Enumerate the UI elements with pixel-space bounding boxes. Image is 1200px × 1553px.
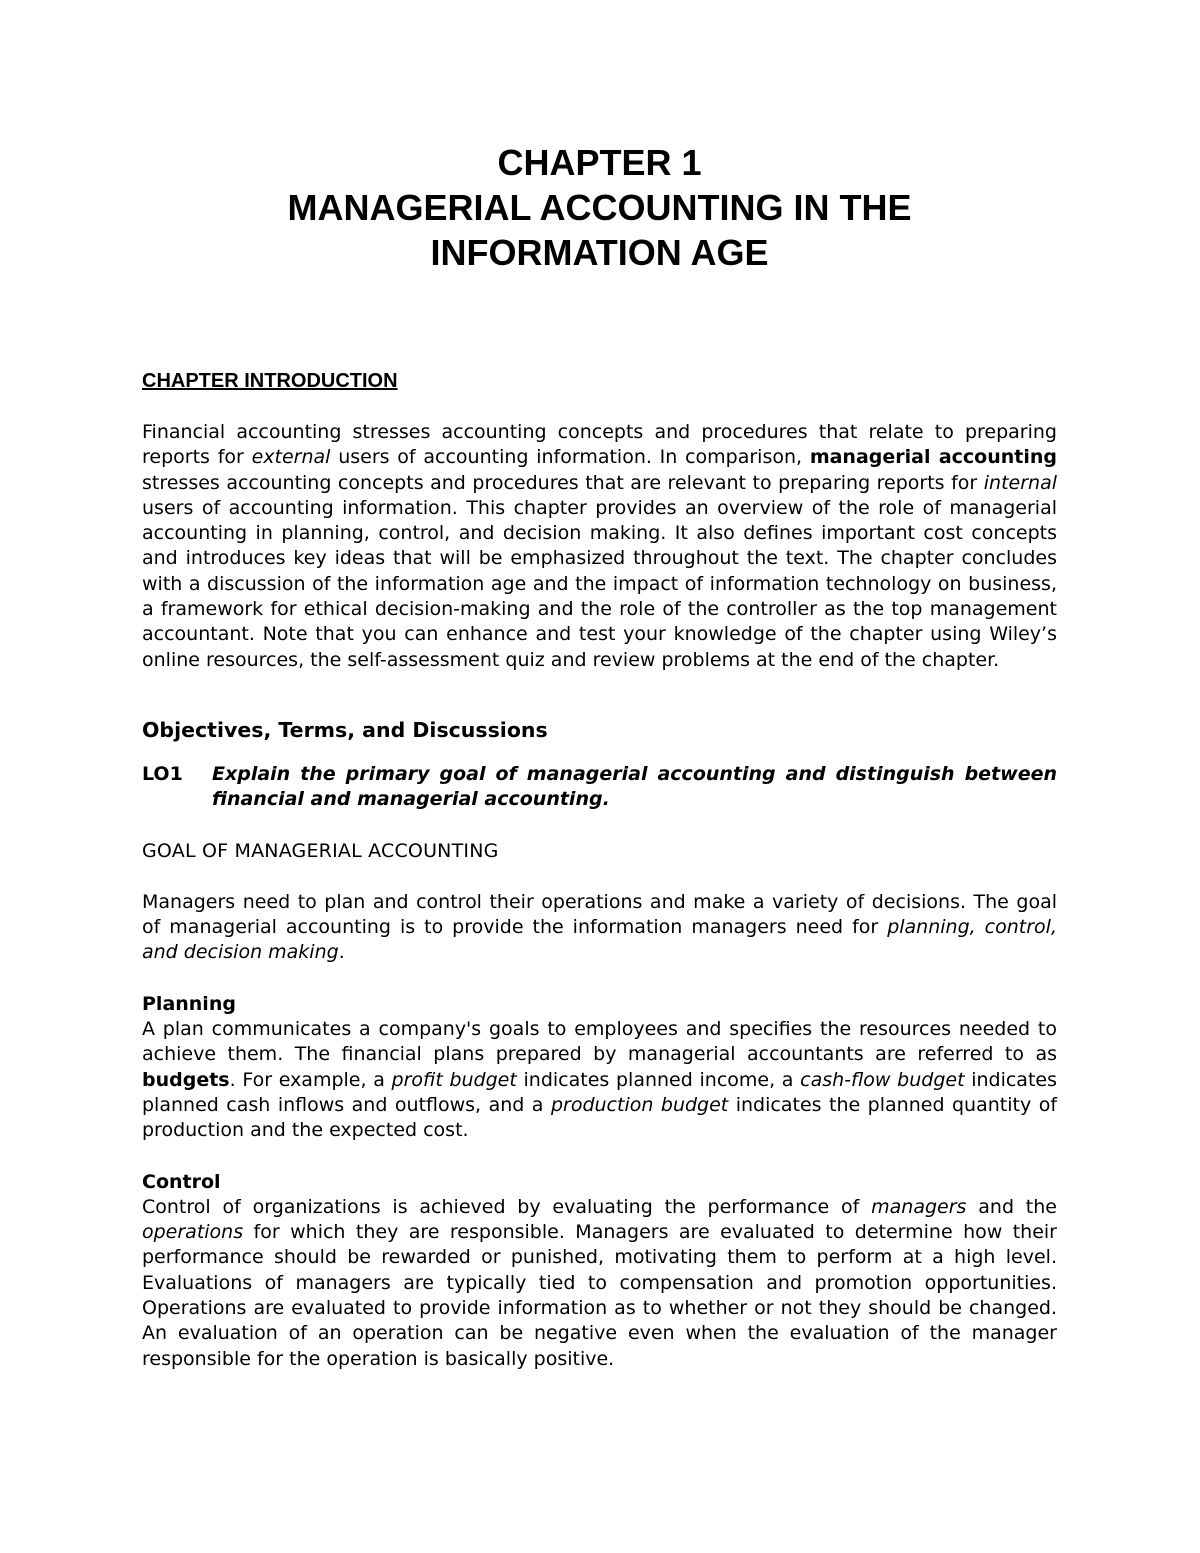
chapter-introduction-heading: CHAPTER INTRODUCTION bbox=[142, 370, 398, 392]
control-paragraph bbox=[142, 1195, 1057, 1372]
goal-emphasis: planning, control, and decision making bbox=[142, 916, 1057, 964]
control-emphasis-managers: managers bbox=[871, 1195, 967, 1218]
learning-objective-code: LO1 bbox=[142, 762, 183, 785]
planning-text-1: A plan communicates a company's goals to employees and specifies the resources needed to achieve them. The financial plans prepared by managerial accountants are referred to as bbox=[142, 1018, 1057, 1066]
planning-emphasis-profit-budget: profit budget bbox=[391, 1068, 517, 1091]
control-text-2: and the bbox=[966, 1195, 1057, 1218]
chapter-title-line-2: INFORMATION AGE bbox=[430, 232, 769, 273]
document-page bbox=[142, 140, 1057, 1372]
learning-objective-1 bbox=[142, 762, 1057, 813]
chapter-introduction-paragraph bbox=[142, 420, 1057, 673]
intro-emphasis-internal: internal bbox=[983, 471, 1057, 494]
chapter-title bbox=[142, 140, 1057, 275]
goal-text-1: Managers need to plan and control their operations and make a variety of decisions. The goal of managerial accounting is to provide the information managers need for bbox=[142, 890, 1057, 939]
planning-bold-budgets: budgets bbox=[142, 1068, 230, 1091]
planning-text-3: indicates planned income, a bbox=[516, 1068, 801, 1091]
intro-text-4: users of accounting information. This chapter provides an overview of the role of managerial accounting in planning, control, and decision making. It also defines important cost concepts and introduces key ideas that will be emphasized throughout the text. The chapter concludes with a discussion of the information age and the impact of information technology on business, a framework for ethical decision-making and the role of the controller as the top management accountant. Note that you can enhance and test your knowledge of the chapter using Wiley’s online resources, the self-assessment quiz and review problems at the end of the chapter. bbox=[142, 496, 1057, 671]
goal-text-end: . bbox=[338, 941, 345, 964]
control-text-3: for which they are responsible. Managers are evaluated to determine how their performance should be rewarded or punished, motivating them to perform at a high level. Evaluations of managers are typically tied to compensation and promotion opportunities. Operations are evaluated to provide information as to whether or not they should be changed. An evaluation of an operation can be negative even when the evaluation of the manager responsible for the operation is basically positive. bbox=[142, 1221, 1057, 1370]
intro-text-1: Financial accounting stresses accounting concepts and procedures that relate to preparing reports for bbox=[142, 421, 1057, 469]
control-emphasis-operations: operations bbox=[142, 1221, 244, 1244]
planning-paragraph bbox=[142, 1017, 1057, 1143]
planning-text-4: indicates planned cash inflows and outflows, and a bbox=[142, 1068, 1057, 1116]
chapter-title-line-1: MANAGERIAL ACCOUNTING IN THE bbox=[287, 187, 912, 228]
intro-emphasis-external: external bbox=[251, 446, 331, 469]
planning-heading: Planning bbox=[142, 992, 236, 1015]
planning-emphasis-cash-flow-budget: cash-flow budget bbox=[800, 1068, 965, 1091]
intro-text-2: users of accounting information. In comparison, bbox=[330, 446, 810, 469]
planning-emphasis-production-budget: production budget bbox=[550, 1093, 729, 1116]
goal-heading: GOAL OF MANAGERIAL ACCOUNTING bbox=[142, 839, 499, 862]
planning-text-2: . For example, a bbox=[229, 1068, 392, 1091]
planning-text-5: indicates the planned quantity of production and the expected cost. bbox=[142, 1093, 1058, 1142]
intro-text-3: stresses accounting concepts and procedures that are relevant to preparing reports for bbox=[142, 471, 984, 494]
intro-bold-managerial-accounting: managerial accounting bbox=[809, 446, 1057, 469]
learning-objective-text: Explain the primary goal of managerial accounting and distinguish between financial and managerial accounting. bbox=[212, 762, 1057, 811]
control-text-1: Control of organizations is achieved by evaluating the performance of bbox=[142, 1195, 872, 1218]
goal-paragraph bbox=[142, 890, 1057, 966]
chapter-number: CHAPTER 1 bbox=[497, 142, 702, 183]
control-heading: Control bbox=[142, 1170, 221, 1193]
objectives-heading: Objectives, Terms, and Discussions bbox=[142, 717, 548, 742]
